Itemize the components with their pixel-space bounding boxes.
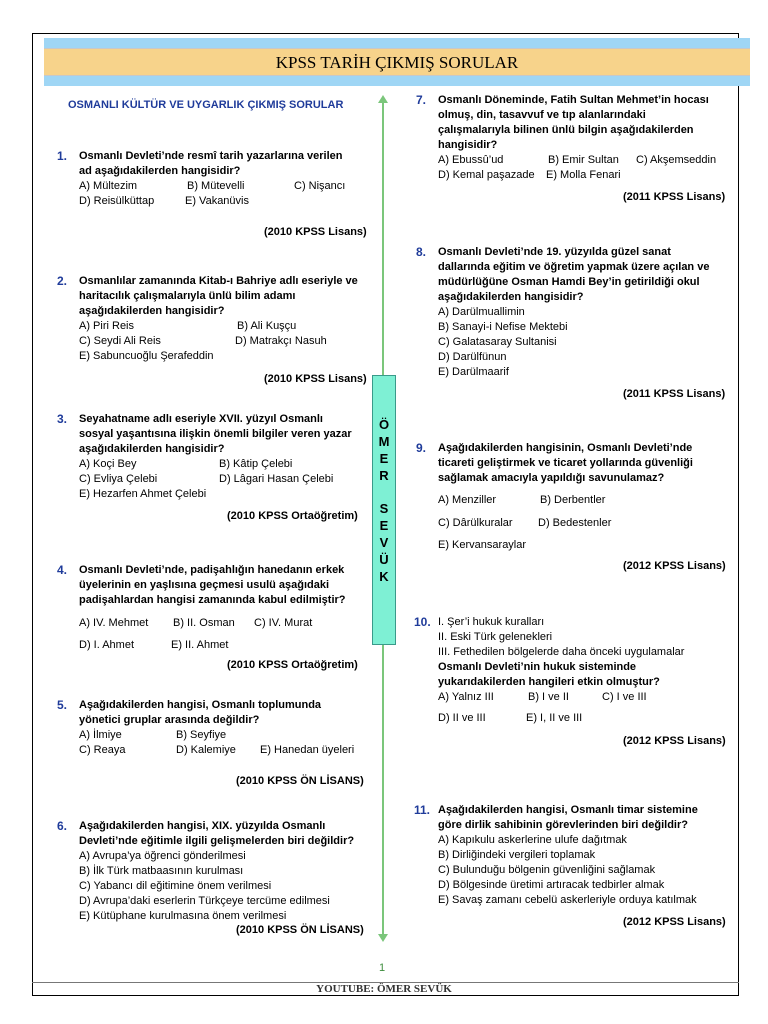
option-b[interactable]: B) II. Osman xyxy=(173,617,235,629)
options-row xyxy=(438,493,738,508)
option-a[interactable]: A) Kapıkulu askerlerine ulufe dağıtmak xyxy=(438,834,627,846)
options-row xyxy=(79,179,369,194)
stem-line: ticareti geliştirmek ve ticaret yollarında güvenliği xyxy=(438,457,693,469)
arrow-down-icon xyxy=(378,934,388,942)
name-letter: R xyxy=(379,468,389,483)
question-1 xyxy=(57,149,369,209)
option-e[interactable]: E) Darülmaarif xyxy=(438,366,509,378)
question-source: (2010 KPSS Ortaöğretim) xyxy=(227,510,358,522)
option-b[interactable]: B) Kâtip Çelebi xyxy=(219,458,293,470)
option-c[interactable]: C) Yabancı dil eğitimine önem verilmesi xyxy=(79,880,272,892)
name-letter: E xyxy=(379,518,389,533)
option-e[interactable]: E) Hanedan üyeleri xyxy=(260,744,355,756)
stem-line: Osmanlı Devleti’nde, padişahlığın hanedanın erkek xyxy=(79,564,345,576)
options-row xyxy=(438,168,738,183)
stem-line: sosyal yaşantısına ilişkin önemli bilgiler veren yazar xyxy=(79,428,352,440)
option-a[interactable]: A) Koçi Bey xyxy=(79,458,137,470)
name-letter: E xyxy=(379,451,389,466)
question-source: (2010 KPSS Lisans) xyxy=(264,373,367,385)
name-letter: M xyxy=(378,434,390,449)
question-stem xyxy=(438,660,738,690)
question-source: (2011 KPSS Lisans) xyxy=(623,191,726,203)
question-stem xyxy=(438,93,738,153)
question-2 xyxy=(57,274,369,364)
question-number: 4. xyxy=(57,563,68,577)
options-list xyxy=(79,849,374,924)
premise-line: II. Eski Türk gelenekleri xyxy=(438,631,553,643)
option-b[interactable]: B) Emir Sultan xyxy=(548,154,619,166)
option-e[interactable]: E) Hezarfen Ahmet Çelebi xyxy=(79,488,207,500)
option-c[interactable]: C) Seydi Ali Reis xyxy=(79,335,161,347)
question-number: 6. xyxy=(57,819,68,833)
option-c[interactable]: C) Bulunduğu bölgenin güvenliğini sağlamak xyxy=(438,864,656,876)
premise-line: I. Şer’i hukuk kuralları xyxy=(438,616,545,628)
question-number: 10. xyxy=(414,615,431,629)
name-letter: Ü xyxy=(379,552,389,567)
question-stem xyxy=(79,563,369,608)
option-a[interactable]: A) Darülmuallimin xyxy=(438,306,525,318)
question-11 xyxy=(414,803,738,908)
stem-line: olmuş, din, tasavvuf ve tıp alanlarındaki xyxy=(438,109,646,121)
question-3 xyxy=(57,412,369,502)
option-e[interactable]: E) Vakanüvis xyxy=(185,195,249,207)
option-d[interactable]: D) Matrakçı Nasuh xyxy=(235,335,327,347)
option-b[interactable]: B) Sanayi-i Nefise Mektebi xyxy=(438,321,568,333)
page-number: 1 xyxy=(379,962,386,974)
option-c[interactable]: C) Galatasaray Sultanisi xyxy=(438,336,557,348)
option-e[interactable]: E) Molla Fenari xyxy=(546,169,621,181)
stem-line: hangisidir? xyxy=(438,139,498,151)
question-stem xyxy=(438,803,738,833)
name-letter: V xyxy=(379,535,389,550)
option-d[interactable]: D) Darülfünun xyxy=(438,351,507,363)
question-source: (2012 KPSS Lisans) xyxy=(623,916,726,928)
name-letter: K xyxy=(379,569,389,584)
stem-line: Seyahatname adlı eseriyle XVII. yüzyıl Osmanlı xyxy=(79,413,323,425)
stem-line: Osmanlı Devleti’nin hukuk sisteminde xyxy=(438,661,637,673)
question-number: 9. xyxy=(416,441,427,455)
options-row xyxy=(438,153,738,168)
stem-line: Osmanlı Döneminde, Fatih Sultan Mehmet’in hocası xyxy=(438,94,709,106)
option-c[interactable]: C) Nişancı xyxy=(294,180,346,192)
stem-line: sağlamak amacıyla yapıldığı savunulamaz? xyxy=(438,472,665,484)
arrow-up-icon xyxy=(378,95,388,103)
options-row xyxy=(79,743,369,758)
stem-line: göre dirlik sahibinin görevlerinden biri değildir? xyxy=(438,819,688,831)
option-d[interactable]: D) Avrupa’daki eserlerin Türkçeye tercüme edilmesi xyxy=(79,895,330,907)
question-number: 1. xyxy=(57,149,68,163)
question-number: 2. xyxy=(57,274,68,288)
question-number: 7. xyxy=(416,93,427,107)
option-d[interactable]: D) Bölgesinde üretimi artıracak tedbirler almak xyxy=(438,879,665,891)
question-7 xyxy=(416,93,738,183)
question-4 xyxy=(57,563,369,653)
stem-line: aşağıdakilerden hangisidir? xyxy=(438,291,584,303)
question-source: (2012 KPSS Lisans) xyxy=(623,560,726,572)
options-row xyxy=(438,711,738,726)
stem-line: ad aşağıdakilerden hangisidir? xyxy=(79,165,241,177)
title-band-bottom xyxy=(44,76,750,86)
option-a[interactable]: A) Mültezim xyxy=(79,180,138,192)
question-stem xyxy=(79,698,369,728)
question-source: (2010 KPSS Ortaöğretim) xyxy=(227,659,358,671)
question-stem xyxy=(79,412,369,457)
stem-line: üyelerinin en yaşlısına geçmesi usulü aşağıdaki xyxy=(79,579,330,591)
option-b[interactable]: B) Dirliğindeki vergileri toplamak xyxy=(438,849,596,861)
option-d[interactable]: D) Kalemiye xyxy=(176,744,236,756)
question-stem xyxy=(438,245,738,305)
options-row xyxy=(79,349,369,364)
question-10 xyxy=(414,615,738,726)
options-list xyxy=(438,833,738,908)
options-row xyxy=(79,616,369,631)
stem-line: padişahlardan hangisi zamanında kabul edilmiştir? xyxy=(79,594,346,606)
stem-line: aşağıdakilerden hangisidir? xyxy=(79,443,225,455)
question-stem xyxy=(79,274,369,319)
question-number: 5. xyxy=(57,698,68,712)
option-c[interactable]: C) I ve III xyxy=(602,691,647,703)
question-5 xyxy=(57,698,369,758)
question-source: (2012 KPSS Lisans) xyxy=(623,735,726,747)
option-e[interactable]: E) I, II ve III xyxy=(526,712,583,724)
stem-line: Devleti’nde eğitimle ilgili gelişmelerden biri değildir? xyxy=(79,835,355,847)
option-a[interactable]: A) Yalnız III xyxy=(438,691,494,703)
option-d[interactable]: D) Reisülküttap xyxy=(79,195,155,207)
option-c[interactable]: C) Reaya xyxy=(79,744,126,756)
options-row xyxy=(79,472,369,487)
author-name-box xyxy=(372,375,396,645)
option-a[interactable]: A) Menziller xyxy=(438,494,497,506)
question-6 xyxy=(57,819,374,924)
option-b[interactable]: B) Seyfiye xyxy=(176,729,227,741)
question-number: 11. xyxy=(414,803,431,817)
option-c[interactable]: C) IV. Murat xyxy=(254,617,313,629)
option-a[interactable]: A) İlmiye xyxy=(79,729,122,741)
stem-line: dallarında eğitim ve öğretim yapmak üzere açılan ve xyxy=(438,261,710,273)
question-source: (2010 KPSS ÖN LİSANS) xyxy=(236,924,364,936)
title-band-top xyxy=(44,38,750,48)
option-b[interactable]: B) Derbentler xyxy=(540,494,606,506)
options-row xyxy=(79,728,369,743)
stem-line: yukarıdakilerden hangileri etkin olmuştur? xyxy=(438,676,660,688)
option-d[interactable]: D) Lâgari Hasan Çelebi xyxy=(219,473,334,485)
name-letter: Ö xyxy=(378,417,390,432)
question-number: 8. xyxy=(416,245,427,259)
name-letter: S xyxy=(379,501,389,516)
question-source: (2010 KPSS Lisans) xyxy=(264,226,367,238)
option-d[interactable]: D) Kemal paşazade xyxy=(438,169,535,181)
options-list xyxy=(438,305,738,380)
options-row xyxy=(79,319,369,334)
option-b[interactable]: B) Mütevelli xyxy=(187,180,245,192)
option-e[interactable]: E) Kütüphane kurulmasına önem verilmesi xyxy=(79,910,287,922)
question-8 xyxy=(416,245,738,380)
question-stem xyxy=(438,441,738,486)
stem-line: Aşağıdakilerden hangisi, Osmanlı toplumunda xyxy=(79,699,322,711)
premise-line: III. Fethedilen bölgelerde daha önceki uygulamalar xyxy=(438,646,685,658)
option-a[interactable]: A) Avrupa’ya öğrenci gönderilmesi xyxy=(79,850,246,862)
option-b[interactable]: B) Ali Kuşçu xyxy=(237,320,297,332)
option-c[interactable]: C) Dârülkuralar xyxy=(438,517,513,529)
options-row xyxy=(79,194,369,209)
question-9 xyxy=(416,441,738,553)
page-title: KPSS TARİH ÇIKMIŞ SORULAR xyxy=(44,48,750,76)
option-e[interactable]: E) Sabuncuoğlu Şerafeddin xyxy=(79,350,214,362)
options-row xyxy=(79,638,369,653)
stem-line: aşağıdakilerden hangisidir? xyxy=(79,305,225,317)
question-number: 3. xyxy=(57,412,68,426)
question-source: (2011 KPSS Lisans) xyxy=(623,388,726,400)
premises xyxy=(438,615,738,660)
options-row xyxy=(438,690,738,705)
footer-text: YOUTUBE: ÖMER SEVÜK xyxy=(316,983,452,995)
option-d[interactable]: D) II ve III xyxy=(438,712,486,724)
stem-line: yönetici gruplar arasında değildir? xyxy=(79,714,260,726)
option-c[interactable]: C) Akşemseddin xyxy=(636,154,717,166)
option-e[interactable]: E) II. Ahmet xyxy=(171,639,229,651)
stem-line: müdürlüğüne Osman Hamdi Bey’in getirildiği okul xyxy=(438,276,700,288)
options-row xyxy=(79,487,369,502)
options-row xyxy=(438,516,738,531)
option-a[interactable]: A) Piri Reis xyxy=(79,320,135,332)
option-d[interactable]: D) I. Ahmet xyxy=(79,639,135,651)
option-e[interactable]: E) Kervansaraylar xyxy=(438,539,527,551)
options-row xyxy=(438,538,738,553)
stem-line: Aşağıdakilerden hangisinin, Osmanlı Devleti’nde xyxy=(438,442,693,454)
option-b[interactable]: B) I ve II xyxy=(528,691,569,703)
option-d[interactable]: D) Bedestenler xyxy=(538,517,612,529)
section-title: OSMANLI KÜLTÜR VE UYGARLIK ÇIKMIŞ SORULAR xyxy=(68,99,344,111)
stem-line: haritacılık çalışmalarıyla ünlü bilim adamı xyxy=(79,290,296,302)
stem-line: Osmanlı Devleti’nde resmî tarih yazarlarına verilen xyxy=(79,150,343,162)
stem-line: çalışmalarıyla bilinen ünlü bilgin aşağıdakilerden xyxy=(438,124,694,136)
option-b[interactable]: B) İlk Türk matbaasının kurulması xyxy=(79,865,244,877)
option-e[interactable]: E) Savaş zamanı cebelü askerleriyle orduya katılmak xyxy=(438,894,697,906)
option-a[interactable]: A) IV. Mehmet xyxy=(79,617,149,629)
option-a[interactable]: A) Ebussû’ud xyxy=(438,154,504,166)
question-stem xyxy=(79,149,369,179)
stem-line: Osmanlı Devleti’nde 19. yüzyılda güzel sanat xyxy=(438,246,671,258)
options-row xyxy=(79,334,369,349)
option-c[interactable]: C) Evliya Çelebi xyxy=(79,473,158,485)
question-stem xyxy=(79,819,374,849)
stem-line: Osmanlılar zamanında Kitab-ı Bahriye adlı eseriyle ve xyxy=(79,275,358,287)
question-source: (2010 KPSS ÖN LİSANS) xyxy=(236,775,364,787)
options-row xyxy=(79,457,369,472)
stem-line: Aşağıdakilerden hangisi, XIX. yüzyılda Osmanlı xyxy=(79,820,326,832)
stem-line: Aşağıdakilerden hangisi, Osmanlı timar sistemine xyxy=(438,804,698,816)
